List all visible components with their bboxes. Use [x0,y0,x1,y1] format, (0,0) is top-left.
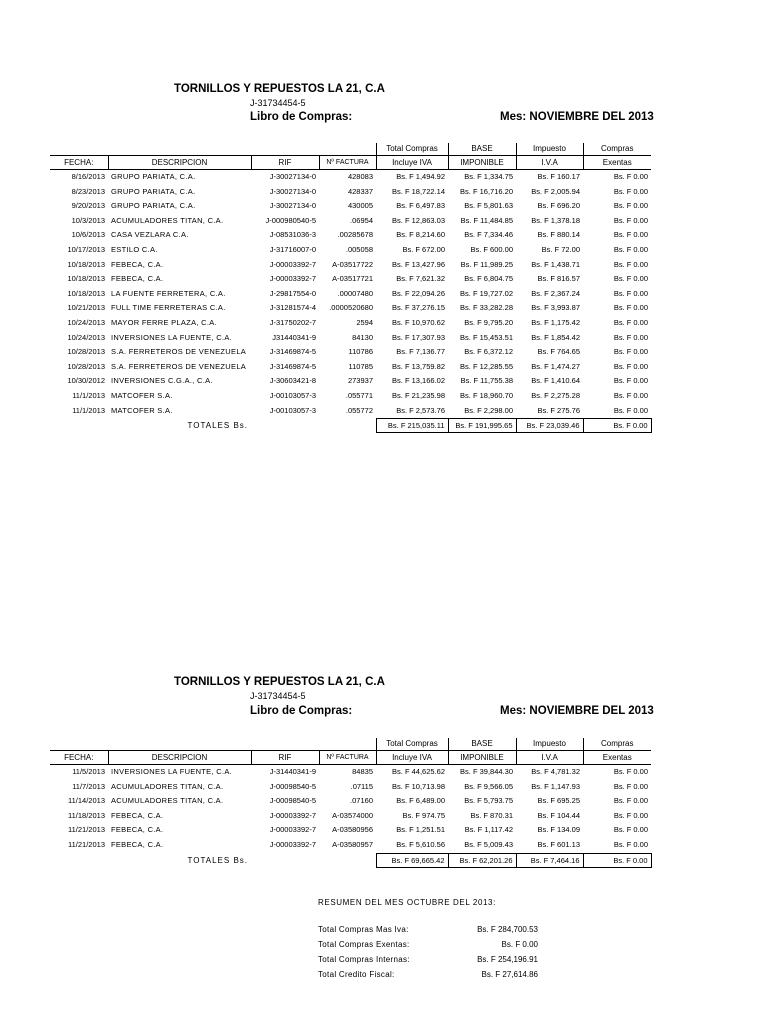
header-top-cell: Compras [583,143,651,156]
header-top-cell: Compras [583,738,651,751]
row-descripcion: GRUPO PARIATA, C.A. [111,172,196,181]
row-fecha: 10/28/2013 [67,347,105,357]
row-fecha: 10/30/2012 [67,376,105,386]
row-rif: J-30027134-0 [269,186,316,196]
table-header [50,156,651,170]
table-row [50,185,651,200]
report-month: Mes: NOVIEMBRE DEL 2013 [500,705,654,717]
row-total: Bs. F 13,759.82 [392,361,445,371]
row-fecha: 11/21/2013 [68,840,105,850]
row-base: Bs. F 870.31 [470,810,513,820]
summary-row [318,967,538,982]
header-rif: RIF [251,156,319,170]
header-base: IMPONIBLE [448,156,516,170]
table-header-top [50,738,651,751]
row-exentas: Bs. F 0.00 [613,376,648,386]
row-total: Bs. F 44,625.62 [392,767,445,776]
monthly-summary [318,898,538,982]
summary-value: Bs. F 284,700.53 [477,925,538,934]
row-factura: 428083 [347,172,373,181]
table-body [50,765,651,854]
table-body [50,170,651,419]
row-rif: J-00098540-5 [269,781,316,791]
row-iva: Bs. F 134.09 [537,825,580,835]
table-row [50,823,651,838]
summary-label: Total Compras Internas: [318,955,410,964]
row-total: Bs. F 13,427.96 [392,259,445,269]
row-exentas: Bs. F 0.00 [613,781,648,791]
header-top-cell [319,143,376,156]
row-descripcion: S.A. FERRETEROS DE VENEZUELA [111,361,247,371]
row-iva: Bs. F 72.00 [541,244,580,254]
totals-row [50,853,651,867]
header-top-cell: Total Compras [376,143,448,156]
header-top-cell: BASE [448,143,516,156]
header-top-cell: Impuesto [516,143,583,156]
total-iva: Bs. F 23,039.46 [516,419,583,433]
row-factura: .00285678 [337,230,373,240]
summary-row [318,937,538,952]
row-factura: .07160 [350,796,373,806]
row-descripcion: INVERSIONES LA FUENTE, C.A. [111,332,233,342]
row-descripcion: ESTILO C.A. [111,244,158,254]
table-row [50,838,651,853]
row-base: Bs. F 5,009.43 [464,839,513,849]
row-exentas: Bs. F 0.00 [613,201,648,211]
row-base: Bs. F 9,795.20 [464,317,513,327]
row-factura: .06954 [350,215,373,225]
row-fecha: 10/21/2013 [67,303,105,313]
total-incl-iva: Bs. F 69,665.42 [376,853,448,867]
row-descripcion: ACUMULADORES TITAN, C.A. [111,215,224,225]
row-iva: Bs. F 880.14 [537,230,580,240]
row-total: Bs. F 6,489.00 [396,796,445,806]
row-exentas: Bs. F 0.00 [613,839,648,849]
row-factura: 110786 [348,347,373,357]
row-base: Bs. F 18,960.70 [460,390,513,400]
row-fecha: 10/24/2013 [67,332,105,342]
purchases-table [50,738,652,868]
row-iva: Bs. F 1,147.93 [531,781,580,791]
row-total: Bs. F 1,251.51 [396,825,445,835]
table-row [50,287,651,302]
row-descripcion: CASA VEZLARA C.A. [111,230,189,240]
row-descripcion: FEBECA, C.A. [111,810,164,820]
row-descripcion: GRUPO PARIATA, C.A. [111,186,196,196]
summary-row [318,922,538,937]
row-descripcion: MAYOR FERRE PLAZA, C.A. [111,317,217,327]
row-exentas: Bs. F 0.00 [613,405,648,415]
header-exentas: Exentas [583,156,651,170]
row-fecha: 10/18/2013 [67,259,105,269]
table-row [50,243,651,258]
row-base: Bs. F 5,801.63 [464,201,513,211]
row-descripcion: GRUPO PARIATA, C.A. [111,201,196,211]
summary-value: Bs. F 0.00 [501,940,538,949]
header-top-cell: BASE [448,738,516,751]
header-descripcion: DESCRIPCION [108,156,251,170]
row-fecha: 11/1/2013 [72,405,105,415]
table-header-top [50,143,651,156]
row-iva: Bs. F 696.20 [537,201,580,211]
row-base: Bs. F 33,282.28 [460,303,513,313]
summary-row [318,952,538,967]
row-rif: J-31750202-7 [269,317,316,327]
row-rif: J-00003392-7 [269,840,316,850]
row-rif: J-30027134-0 [269,201,316,211]
row-descripcion: S.A. FERRETEROS DE VENEZUELA [111,347,247,357]
row-exentas: Bs. F 0.00 [613,274,648,284]
row-total: Bs. F 8,214.60 [396,230,445,240]
header-rif: RIF [251,751,319,765]
row-factura: A-03580956 [332,825,373,835]
row-fecha: 8/23/2013 [71,186,105,196]
table-row [50,199,651,214]
row-exentas: Bs. F 0.00 [613,244,648,254]
row-iva: Bs. F 1,410.64 [531,376,580,386]
row-fecha: 10/6/2013 [71,230,105,240]
row-rif: J-31469874-5 [269,347,316,357]
row-fecha: 10/17/2013 [67,244,105,254]
row-rif: J-31716007-0 [269,244,316,254]
row-exentas: Bs. F 0.00 [613,361,648,371]
summary-value: Bs. F 27,614.86 [481,970,538,979]
row-factura: .0000520680 [329,303,373,313]
total-incl-iva: Bs. F 215,035.11 [376,419,448,433]
row-base: Bs. F 9,566.05 [464,781,513,791]
row-exentas: Bs. F 0.00 [613,172,648,181]
row-descripcion: MATCOFER S.A. [111,405,173,415]
row-exentas: Bs. F 0.00 [613,303,648,313]
row-base: Bs. F 11,484.85 [460,215,513,225]
row-iva: Bs. F 2,367.24 [531,288,580,298]
header-total: Incluye IVA [376,751,448,765]
row-iva: Bs. F 3,993.87 [531,303,580,313]
row-factura: 428337 [347,186,373,196]
row-factura: .055771 [345,390,373,400]
row-base: Bs. F 12,285.55 [460,361,513,371]
row-fecha: 11/1/2013 [72,390,105,400]
summary-label: Total Compras Mas Iva: [318,925,409,934]
row-exentas: Bs. F 0.00 [613,332,648,342]
row-total: Bs. F 13,166.02 [392,376,445,386]
row-total: Bs. F 10,970.62 [392,317,445,327]
company-name: TORNILLOS Y REPUESTOS LA 21, C.A [174,83,385,95]
totals-label: TOTALES Bs. [187,855,248,865]
row-factura: A-03580957 [332,840,373,850]
row-exentas: Bs. F 0.00 [613,215,648,225]
row-descripcion: FEBECA, C.A. [111,274,164,284]
row-total: Bs. F 6,497.83 [396,201,445,211]
row-exentas: Bs. F 0.00 [613,259,648,269]
table-row [50,360,651,375]
table-row [50,316,651,331]
row-fecha: 9/20/2013 [71,201,105,211]
row-factura: .055772 [345,405,373,415]
row-base: Bs. F 19,727.02 [460,288,513,298]
summary-value: Bs. F 254,196.91 [477,955,538,964]
row-base: Bs. F 7,334.46 [464,230,513,240]
row-iva: Bs. F 1,438.71 [531,259,580,269]
row-rif: J-00098540-5 [269,796,316,806]
summary-title: RESUMEN DEL MES OCTUBRE DEL 2013: [318,898,496,907]
table-row [50,780,651,795]
row-iva: Bs. F 1,854.42 [531,332,580,342]
row-exentas: Bs. F 0.00 [613,347,648,357]
row-iva: Bs. F 160.17 [537,172,580,181]
total-iva: Bs. F 7,464.16 [516,853,583,867]
row-total: Bs. F 22,094.26 [392,288,445,298]
company-rif: J-31734454-5 [250,98,306,108]
header-top-cell [50,738,108,751]
row-rif: J-30603421-8 [269,376,316,386]
header-total: Incluye IVA [376,156,448,170]
row-iva: Bs. F 4,781.32 [531,767,580,776]
row-rif: J-31440341-9 [269,767,316,776]
row-factura: 273937 [347,376,373,386]
table-row [50,809,651,824]
row-fecha: 11/18/2013 [68,810,105,820]
row-exentas: Bs. F 0.00 [613,767,648,776]
report-month: Mes: NOVIEMBRE DEL 2013 [500,111,654,123]
row-factura: 110785 [348,361,373,371]
row-iva: Bs. F 275.76 [537,405,580,415]
row-total: Bs. F 1,494.92 [396,172,445,181]
row-total: Bs. F 21,235.98 [392,390,445,400]
row-iva: Bs. F 2,275.28 [531,390,580,400]
summary-label: Total Credito Fiscal: [318,970,395,979]
company-name: TORNILLOS Y REPUESTOS LA 21, C.A [174,676,385,688]
table-row [50,301,651,316]
table-row [50,794,651,809]
row-descripcion: MATCOFER S.A. [111,390,173,400]
row-iva: Bs. F 2,005.94 [531,186,580,196]
row-fecha: 11/14/2013 [68,796,105,806]
header-base: IMPONIBLE [448,751,516,765]
table-row [50,345,651,360]
total-exentas: Bs. F 0.00 [583,419,651,433]
row-total: Bs. F 12,863.03 [392,215,445,225]
row-iva: Bs. F 764.65 [537,347,580,357]
row-base: Bs. F 5,793.75 [464,796,513,806]
row-rif: J-00003392-7 [269,810,316,820]
row-descripcion: FEBECA, C.A. [111,840,164,850]
row-base: Bs. F 6,804.75 [464,274,513,284]
row-base: Bs. F 11,989.25 [460,259,513,269]
row-iva: Bs. F 601.13 [537,839,580,849]
table-row [50,331,651,346]
table-row [50,389,651,404]
company-rif: J-31734454-5 [250,691,306,701]
purchases-table [50,143,652,433]
row-rif: J31440341-9 [272,332,316,342]
header-factura: Nº FACTURA [319,156,376,170]
row-rif: J-29817554-0 [269,288,316,298]
header-factura: Nº FACTURA [319,751,376,765]
table-row [50,214,651,229]
summary-label: Total Compras Exentas: [318,940,410,949]
row-total: Bs. F 37,276.15 [392,303,445,313]
row-exentas: Bs. F 0.00 [613,810,648,820]
row-iva: Bs. F 695.25 [537,796,580,806]
header-top-cell: Impuesto [516,738,583,751]
row-iva: Bs. F 1,474.27 [531,361,580,371]
header-top-cell [251,143,319,156]
row-total: Bs. F 2,573.76 [396,405,445,415]
row-base: Bs. F 1,334.75 [464,172,513,181]
row-base: Bs. F 15,453.51 [460,332,513,342]
row-total: Bs. F 18,722.14 [392,186,445,196]
row-base: Bs. F 2,298.00 [464,405,513,415]
row-iva: Bs. F 816.57 [537,274,580,284]
row-factura: 430005 [347,201,373,211]
book-title: Libro de Compras: [250,705,353,717]
row-fecha: 11/5/2013 [72,767,105,776]
row-fecha: 11/21/2013 [68,825,105,835]
table-row [50,765,651,780]
table-header [50,751,651,765]
row-iva: Bs. F 1,175.42 [531,317,580,327]
row-total: Bs. F 672.00 [402,244,445,254]
totals-label: TOTALES Bs. [187,421,248,431]
row-factura: A-03574000 [332,810,373,820]
table-row [50,404,651,419]
table-row [50,170,651,185]
row-fecha: 10/24/2013 [67,317,105,327]
row-base: Bs. F 11,755.38 [460,376,513,386]
row-rif: J-08531036-3 [269,230,316,240]
row-rif: J-00003392-7 [269,825,316,835]
row-fecha: 10/18/2013 [67,288,105,298]
table-row [50,374,651,389]
row-fecha: 10/18/2013 [67,274,105,284]
row-exentas: Bs. F 0.00 [613,317,648,327]
header-top-cell [108,143,251,156]
row-total: Bs. F 7,136.77 [396,347,445,357]
row-total: Bs. F 5,610.56 [396,839,445,849]
row-factura: .07115 [350,781,373,791]
row-descripcion: LA FUENTE FERRETERA, C.A. [111,288,226,298]
header-top-cell [50,143,108,156]
row-rif: J-00103057-3 [269,390,316,400]
row-descripcion: INVERSIONES LA FUENTE, C.A. [111,767,233,776]
row-factura: 84835 [352,767,373,776]
row-rif: J-00003392-7 [269,259,316,269]
row-total: Bs. F 974.75 [402,810,445,820]
row-descripcion: FEBECA, C.A. [111,259,164,269]
row-exentas: Bs. F 0.00 [613,230,648,240]
row-exentas: Bs. F 0.00 [613,390,648,400]
row-total: Bs. F 10,713.98 [392,781,445,791]
header-iva: I.V.A [516,156,583,170]
header-top-cell: Total Compras [376,738,448,751]
row-factura: 84130 [352,332,373,342]
header-fecha: FECHA: [50,751,108,765]
row-descripcion: ACUMULADORES TITAN, C.A. [111,781,224,791]
table-row [50,258,651,273]
row-factura: .005058 [345,244,373,254]
row-base: Bs. F 16,716.20 [460,186,513,196]
row-iva: Bs. F 1,378.18 [531,215,580,225]
row-exentas: Bs. F 0.00 [613,186,648,196]
row-factura: .00007480 [337,288,373,298]
total-base: Bs. F 62,201.26 [448,853,516,867]
row-fecha: 8/16/2013 [71,172,105,181]
row-descripcion: ACUMULADORES TITAN, C.A. [111,796,224,806]
header-top-cell [319,738,376,751]
total-exentas: Bs. F 0.00 [583,853,651,867]
row-base: Bs. F 1,117.42 [464,825,513,835]
row-factura: 2594 [356,317,373,327]
header-iva: I.V.A [516,751,583,765]
table-row [50,228,651,243]
row-factura: A-03517722 [332,259,373,269]
totals-row [50,419,651,433]
row-factura: A-03517721 [332,274,373,284]
header-top-cell [108,738,251,751]
row-base: Bs. F 600.00 [470,244,513,254]
row-rif: J-00003392-7 [269,274,316,284]
row-fecha: 10/3/2013 [71,215,105,225]
row-base: Bs. F 39,844.30 [460,767,513,776]
row-total: Bs. F 17,307.93 [392,332,445,342]
row-exentas: Bs. F 0.00 [613,825,648,835]
table-row [50,272,651,287]
row-exentas: Bs. F 0.00 [613,288,648,298]
header-fecha: FECHA: [50,156,108,170]
row-rif: J-00103057-3 [269,405,316,415]
row-exentas: Bs. F 0.00 [613,796,648,806]
row-iva: Bs. F 104.44 [537,810,580,820]
row-rif: J-000980540-5 [265,215,316,225]
row-rif: J-30027134-0 [269,172,316,181]
row-rif: J-31469874-5 [269,361,316,371]
row-descripcion: FULL TIME FERRETERAS C.A. [111,303,226,313]
row-total: Bs. F 7,621.32 [396,274,445,284]
total-base: Bs. F 191,995.65 [448,419,516,433]
header-top-cell [251,738,319,751]
book-title: Libro de Compras: [250,111,353,123]
row-fecha: 10/28/2013 [67,361,105,371]
row-descripcion: FEBECA, C.A. [111,825,164,835]
header-exentas: Exentas [583,751,651,765]
row-fecha: 11/7/2013 [72,781,105,791]
header-descripcion: DESCRIPCION [108,751,251,765]
row-base: Bs. F 6,372.12 [464,347,513,357]
row-descripcion: INVERSIONES C.G.A., C.A. [111,376,213,386]
row-rif: J-31281574-4 [269,303,316,313]
